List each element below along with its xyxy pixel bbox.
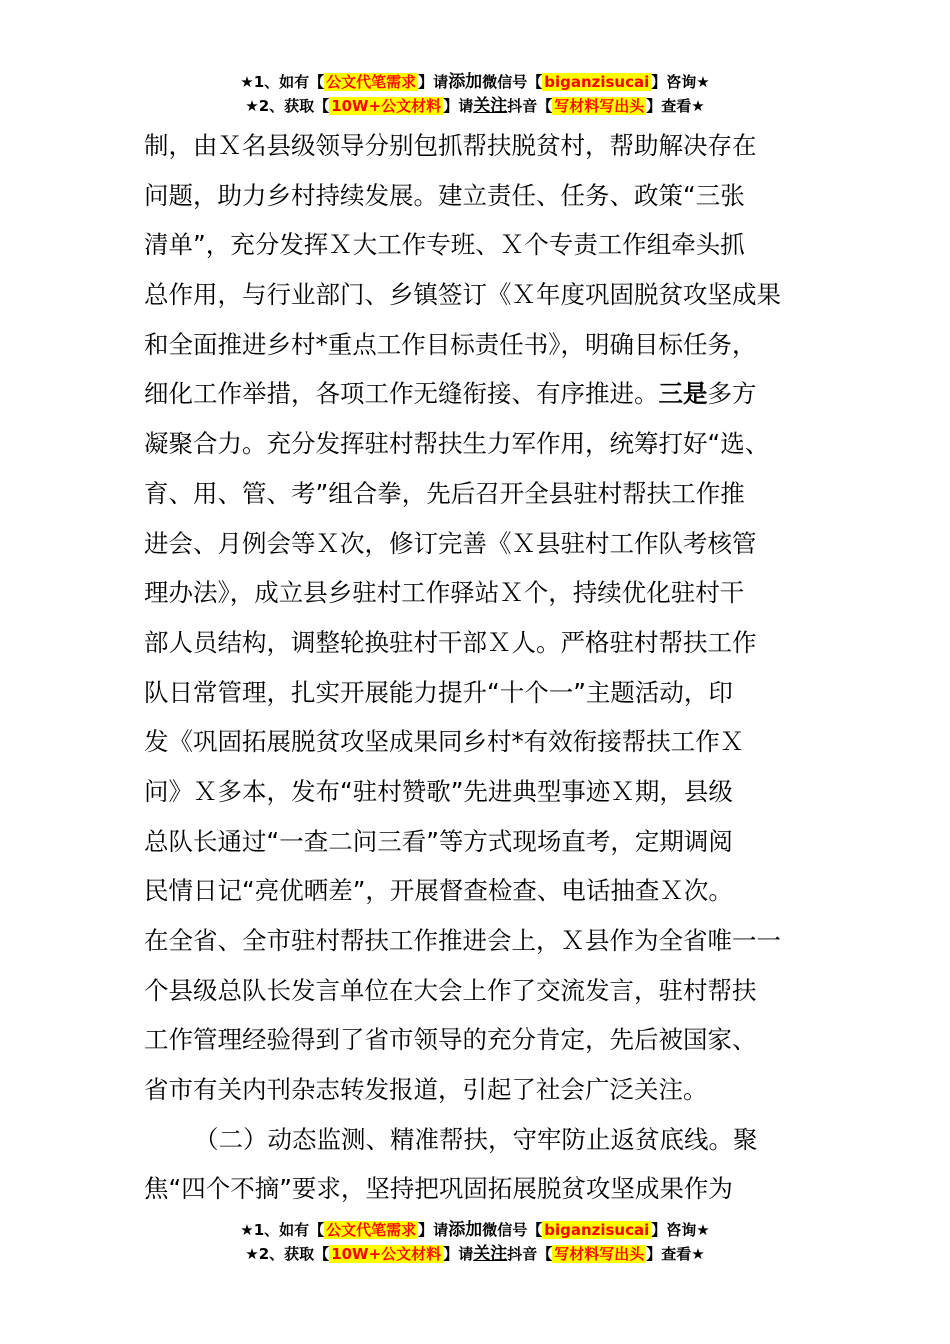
banner-highlight: 公文代笔需求	[326, 73, 417, 91]
banner-text: ★2、获取【	[245, 97, 330, 115]
banner-text: 】咨询★	[651, 73, 710, 91]
text-segment: 多方	[707, 379, 757, 409]
text-line: 发《巩固拓展脱贫攻坚成果同乡村*有效衔接帮扶工作Ｘ	[144, 727, 745, 757]
banner-text: ★1、如有【	[240, 1221, 325, 1239]
text-line: 总作用，与行业部门、乡镇签订《Ｘ年度巩固脱贫攻坚成果	[144, 280, 781, 310]
banner-text: 】请	[443, 1245, 474, 1263]
footer-banner	[0, 1218, 950, 1266]
banner-text: 抖音【	[507, 97, 553, 115]
text-segment: 细化工作举措，各项工作无缝衔接、有序推进。	[144, 379, 659, 409]
banner-line-2	[0, 1242, 950, 1266]
banner-highlight: 公文代笔需求	[326, 1221, 417, 1239]
text-line: 育、用、管、考”组合拳，先后召开全县驻村帮扶工作推	[144, 478, 745, 508]
banner-line-2	[0, 94, 950, 118]
banner-highlight: biganzisucai	[544, 1221, 650, 1239]
text-line: 民情日记“亮优晒差”，开展督查检查、电话抽查Ｘ次。	[144, 876, 733, 906]
banner-text: 关注	[473, 96, 508, 116]
text-line: 和全面推进乡村*重点工作目标责任书》，明确目标任务，	[144, 329, 757, 359]
section-heading-line: （二）动态监测、精准帮扶，守牢防止返贫底线。聚	[194, 1124, 758, 1154]
text-line: 问题，助力乡村持续发展。建立责任、任务、政策“三张	[144, 180, 745, 210]
text-line: 理办法》，成立县乡驻村工作驿站Ｘ个，持续优化驻村干	[144, 578, 745, 608]
text-line: 个县级总队长发言单位在大会上作了交流发言，驻村帮扶	[144, 975, 757, 1005]
banner-text: 】查看★	[646, 1245, 705, 1263]
banner-text: 微信号【	[482, 73, 543, 91]
banner-text: ★2、获取【	[245, 1245, 330, 1263]
text-line: 问》Ｘ多本，发布“驻村赞歌”先进典型事迹Ｘ期，县级	[144, 776, 733, 806]
banner-text: 添加	[448, 72, 483, 92]
text-line: 焦“四个不摘”要求，坚持把巩固拓展脱贫攻坚成果作为	[144, 1174, 733, 1204]
text-line: 制，由Ｘ名县级领导分别包抓帮扶脱贫村，帮助解决存在	[144, 131, 757, 160]
document-body	[144, 121, 812, 1214]
text-line: 工作管理经验得到了省市领导的充分肯定，先后被国家、	[144, 1025, 757, 1055]
banner-highlight: 写材料写出头	[554, 97, 645, 115]
text-line: 进会、月例会等Ｘ次，修订完善《Ｘ县驻村工作队考核管	[144, 528, 757, 558]
banner-text: 】请	[418, 1221, 449, 1239]
text-line: 在全省、全市驻村帮扶工作推进会上，Ｘ县作为全省唯一一	[144, 926, 781, 955]
banner-text: 微信号【	[482, 1221, 543, 1239]
header-banner	[0, 70, 950, 118]
text-line: 部人员结构，调整轮换驻村干部Ｘ人。严格驻村帮扶工作	[144, 627, 757, 657]
banner-text: 】咨询★	[651, 1221, 710, 1239]
banner-text: 】请	[443, 97, 474, 115]
banner-highlight: 写材料写出头	[554, 1245, 645, 1263]
banner-text: 】请	[418, 73, 449, 91]
banner-highlight: biganzisucai	[544, 73, 650, 91]
banner-text: 】查看★	[646, 97, 705, 115]
text-line: 总队长通过“一查二问三看”等方式现场直考，定期调阅	[144, 826, 733, 856]
banner-text: ★1、如有【	[240, 73, 325, 91]
bold-lead: 三是	[658, 379, 708, 409]
banner-text: 关注	[473, 1244, 508, 1264]
banner-text: 添加	[448, 1220, 483, 1240]
text-line: 队日常管理，扎实开展能力提升“十个一”主题活动，印	[144, 677, 733, 707]
text-line: 凝聚合力。充分发挥驻村帮扶生力军作用，统筹打好“选、	[144, 429, 770, 459]
text-line: 清单”，充分发挥Ｘ大工作专班、Ｘ个专责工作组牵头抓	[144, 230, 745, 260]
banner-highlight: 10W+公文材料	[331, 1245, 442, 1263]
banner-line-1	[0, 1218, 950, 1242]
banner-highlight: 10W+公文材料	[331, 97, 442, 115]
banner-line-1	[0, 70, 950, 94]
banner-text: 抖音【	[507, 1245, 553, 1263]
text-line: 省市有关内刊杂志转发报道，引起了社会广泛关注。	[144, 1075, 708, 1105]
text-line	[144, 369, 812, 419]
